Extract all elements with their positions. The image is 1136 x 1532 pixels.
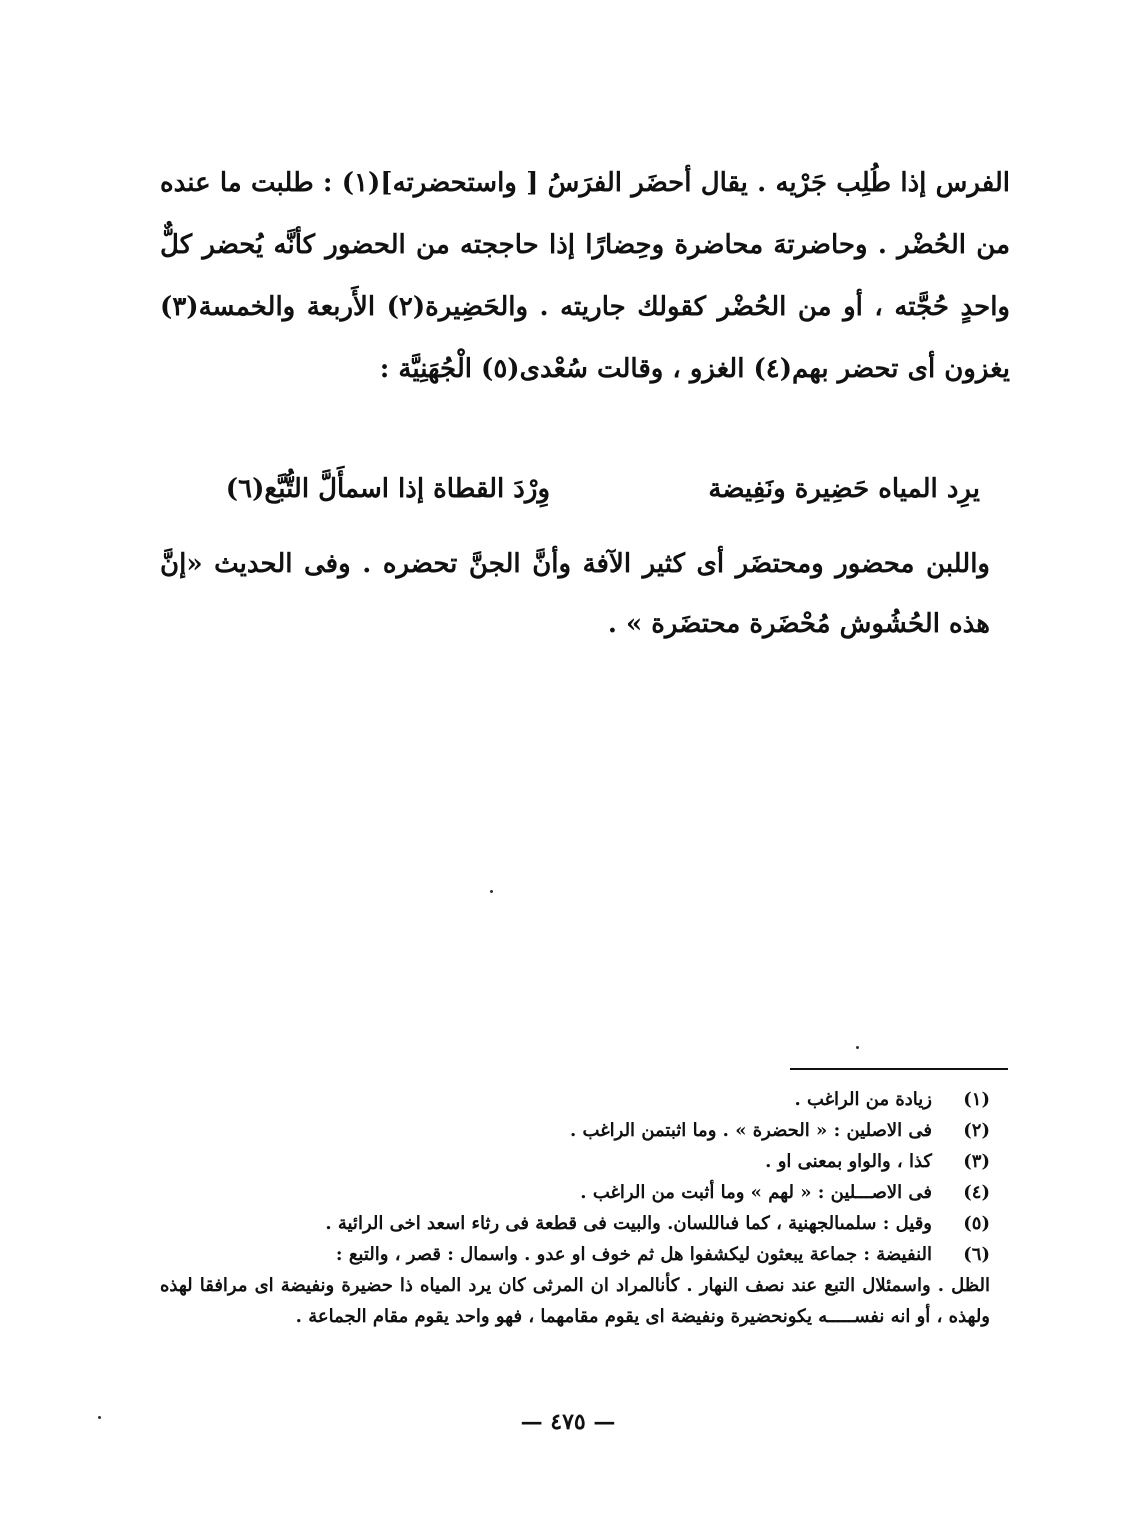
body-paragraph-2 [160,534,990,654]
footnote-number: (١) [963,1089,990,1110]
footnotes [160,1084,990,1332]
footnote-number: (٥) [963,1213,990,1234]
footnote-separator [790,1068,1008,1070]
footnote-5 [160,1208,990,1239]
footnote-2 [160,1115,990,1146]
footnote-1 [160,1084,990,1115]
footnote-6 [160,1239,990,1270]
footnote-text: زيادة من الراغب . [794,1089,932,1110]
scan-speck [98,1416,101,1419]
footnote-text: وقيل : سلمىالجهنية ، كما فىاللسان. والبيت فى قطعة فى رثاء اسعد اخى الرائية . [325,1213,932,1234]
verse-first-hemistich: يرِد المياه حَضِيرة ونَفِيضة [708,474,980,504]
paragraph-text: واللبن محضور ومحتضَر أى كثير الآفة وأنَّ الجنَّ تحضره . وفى الحديث «إنَّ هذه الحُشُوش مُحْضَرة محتضَرة » . [160,549,990,639]
footnote-number: (٢) [963,1120,990,1141]
footnote-number: (٣) [963,1151,990,1172]
page-number: — ٤٧٥ — [520,1409,616,1435]
scan-speck [856,1046,859,1049]
body-paragraph-1 [160,152,1010,400]
footnote-text: فى الاصلين : « الحضرة » . وما اثبتمن الراغب . [570,1120,932,1141]
footnote-number: (٦) [963,1244,990,1265]
scan-speck [490,890,493,893]
footnote-number: (٤) [963,1182,990,1203]
footnote-text: كذا ، والواو بمعنى او . [765,1151,932,1172]
poetry-verse [180,458,980,520]
paragraph-text: الفرس إذا طُلِب جَرْيه . يقال أحضَر الفرَسُ [ واستحضرته](١) : طلبت ما عنده من الحُضْر . وحاضرتهَ محاضرة وحِضارًا إذا حاججته من الحضور كأنَّه يُحضر كلٌّ واحدٍ حُجَّته ، أو من الحُضْر كقولك جاريته . والحَضِيرة(٢) الأَربعة والخمسة(٣) يغزون أى تحضر بهم(٤) الغزو ، وقالت سُعْدى(٥) الْجُهَنِيَّة : [160,168,1010,384]
footnote-4 [160,1177,990,1208]
footnote-6-continuation: الظل . واسمئلال التبع عند نصف النهار . كأنالمراد ان المرثى كان يرد المياه ذا حضيرة ونفيضة اى مرافقا لهذه ولهذه ، أو انه نفســـــه يكونحضيرة ونفيضة اى يقوم مقامهما ، فهو واحد يقوم مقام الجماعة . [160,1275,990,1327]
footnote-3 [160,1146,990,1177]
verse-second-hemistich: وِرْدَ القطاة إذا اسمأَلَّ التُّبَّع(٦) [225,474,550,504]
footnote-text: فى الاصـــلين : « لهم » وما أثبت من الراغب . [580,1182,932,1203]
footnote-text: النفيضة : جماعة يبعثون ليكشفوا هل ثم خوف او عدو . واسمال : قصر ، والتبع : [335,1244,932,1265]
